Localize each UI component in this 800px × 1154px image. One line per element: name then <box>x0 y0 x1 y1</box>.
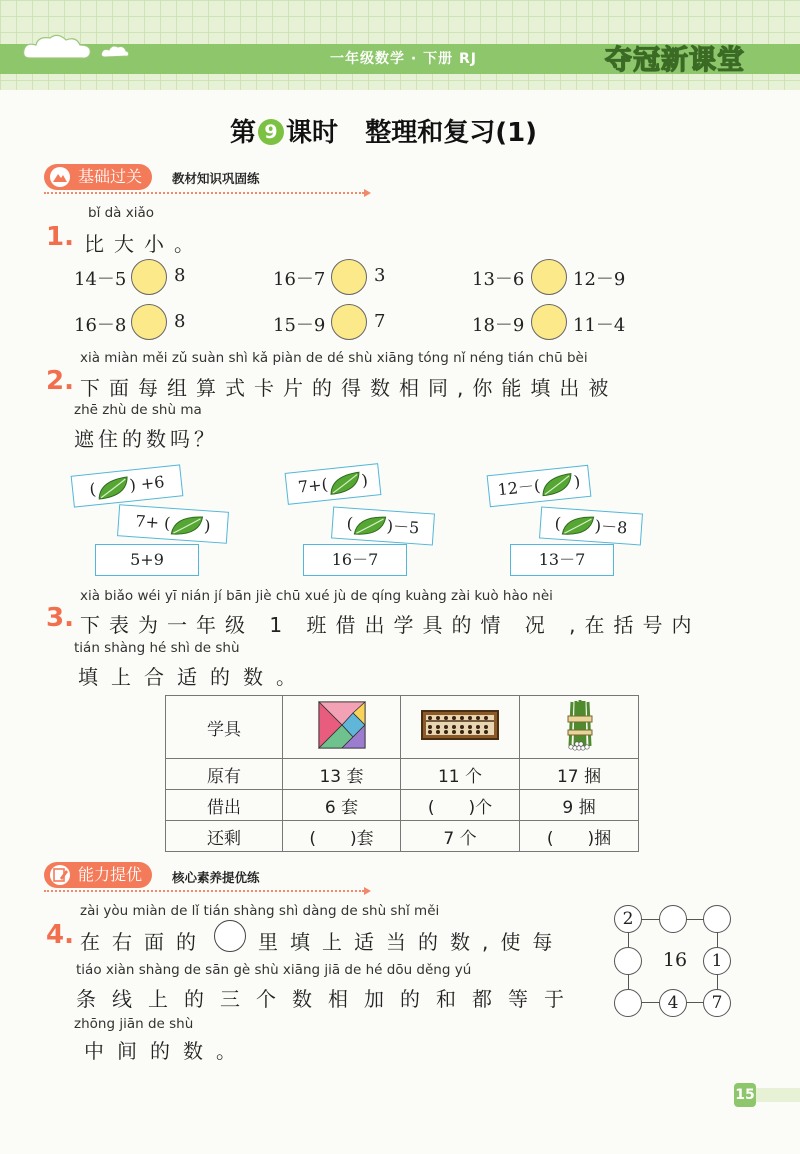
lesson-number: 9 <box>258 119 284 145</box>
book-subtitle: 一年级数学 · 下册 RJ <box>330 51 477 67</box>
compare-blank[interactable] <box>531 304 567 340</box>
puzzle-blank[interactable] <box>659 905 687 933</box>
q4-pinyin-3: zhōng jiān de shù <box>74 1016 194 1032</box>
q1-pinyin: bǐ dà xiǎo <box>88 205 155 221</box>
card-text: ) +6 <box>128 472 166 495</box>
row-label: 借出 <box>166 790 283 821</box>
table-header: 学具 <box>166 696 283 759</box>
card-text: )－5 <box>386 516 420 538</box>
formula-card <box>487 465 592 507</box>
section-subtitle: 教材知识巩固练 <box>172 171 260 186</box>
arrow-icon <box>364 887 371 895</box>
formula-card <box>285 463 382 505</box>
formula-card <box>331 506 435 545</box>
table-cell: 13 套 <box>283 759 401 790</box>
q2-text-2: 遮住的数吗？ <box>74 427 218 451</box>
section-tag-label: 能力提优 <box>78 865 143 884</box>
title-suffix: 课时 <box>286 118 339 148</box>
q1-number: 1. <box>46 222 74 252</box>
q3-text-2: 填上合适的数。 <box>78 665 309 689</box>
puzzle-circle: 2 <box>614 905 642 933</box>
compare-blank[interactable] <box>131 304 167 340</box>
compare-left: 13－6 <box>472 269 525 290</box>
table-cell: 11 个 <box>401 759 520 790</box>
puzzle-circle: 1 <box>703 947 731 975</box>
blank-circle-example <box>214 920 246 952</box>
compare-right: 3 <box>374 265 386 286</box>
leaf-icon <box>169 511 205 539</box>
compare-right: 11－4 <box>573 315 626 336</box>
compare-left: 16－7 <box>273 269 326 290</box>
compare-left: 16－8 <box>74 315 127 336</box>
brand-logo: 夺冠新课堂 <box>605 45 745 76</box>
q2-pinyin-1: xià miàn měi zǔ suàn shì kǎ piàn de dé shù xiāng tóng nǐ néng tián chū bèi <box>80 350 588 366</box>
q3-pinyin-1: xià biǎo wéi yī nián jí bān jiè chū xué jù de qíng kuàng zài kuò hào nèi <box>80 588 553 604</box>
table-cell: 6 套 <box>283 790 401 821</box>
title-topic: 整理和复习(1) <box>365 118 538 148</box>
card-text: 7+( <box>297 474 329 497</box>
q1-text: 比大小。 <box>84 232 204 256</box>
card-text: ) <box>572 471 582 492</box>
table-cell: 7 个 <box>401 821 520 852</box>
table-row <box>166 696 639 759</box>
borrow-table <box>165 695 639 852</box>
table-cell-blank[interactable]: ( )个 <box>401 790 520 821</box>
q4-pinyin-1: zài yòu miàn de lǐ tián shàng shì dàng de shù shǐ měi <box>80 903 440 919</box>
card-text: 12－( <box>496 475 542 500</box>
dotted-divider <box>44 192 364 194</box>
table-row <box>166 821 639 852</box>
row-label: 原有 <box>166 759 283 790</box>
card-text: )－8 <box>594 516 628 538</box>
dotted-divider <box>44 890 364 892</box>
cloud-icon <box>22 34 92 60</box>
section-tag-advanced <box>44 862 152 888</box>
q4-number: 4. <box>46 920 74 950</box>
q4-text-1b: 里填上适当的数,使每 <box>258 930 565 954</box>
compare-blank[interactable] <box>131 259 167 295</box>
compare-blank[interactable] <box>331 259 367 295</box>
compare-right: 12－9 <box>573 269 626 290</box>
table-row <box>166 790 639 821</box>
card-text: 7+ ( <box>134 511 172 533</box>
formula-card <box>539 506 643 545</box>
page-number: 15 <box>734 1083 756 1107</box>
counting-sticks-icon <box>562 698 596 752</box>
cloud-small-icon <box>100 44 130 58</box>
leaf-icon <box>327 469 364 498</box>
mountain-icon <box>50 167 70 187</box>
row-label: 还剩 <box>166 821 283 852</box>
section-tag-label: 基础过关 <box>78 167 143 186</box>
pencil-note-icon <box>50 865 70 885</box>
leaf-icon <box>95 473 132 502</box>
formula-card <box>117 504 229 544</box>
compare-right: 8 <box>174 265 186 286</box>
puzzle-blank[interactable] <box>614 947 642 975</box>
table-cell: 9 捆 <box>520 790 639 821</box>
tangram-icon <box>318 701 366 749</box>
q4-text-1a: 在右面的 <box>80 930 208 954</box>
puzzle-circle: 7 <box>703 989 731 1017</box>
section-tag-basic <box>44 164 152 190</box>
leaf-icon <box>560 511 596 539</box>
card-text: ( <box>554 513 562 533</box>
leaf-icon <box>539 470 576 499</box>
section-subtitle: 核心素养提优练 <box>172 870 260 885</box>
answer-card: 13－7 <box>510 544 614 576</box>
formula-card <box>71 464 184 507</box>
card-text: ) <box>203 516 212 536</box>
q4-text-3: 中间的数。 <box>84 1039 249 1063</box>
compare-right: 7 <box>374 311 386 332</box>
q2-number: 2. <box>46 366 74 396</box>
leaf-icon <box>352 511 388 539</box>
q2-pinyin-2: zhē zhù de shù ma <box>74 402 202 418</box>
q3-pinyin-2: tián shàng hé shì de shù <box>74 640 240 656</box>
table-cell-blank[interactable]: ( )套 <box>283 821 401 852</box>
table-cell-blank[interactable]: ( )捆 <box>520 821 639 852</box>
q2-text-1: 下面每组算式卡片的得数相同,你能填出被 <box>80 376 618 400</box>
lesson-title <box>230 112 537 149</box>
compare-left: 15－9 <box>273 315 326 336</box>
title-prefix: 第 <box>230 118 257 148</box>
compare-right: 8 <box>174 311 186 332</box>
sticks-image <box>520 696 639 759</box>
q3-text-1: 下表为一年级 1 班借出学具的情 况 ,在括号内 <box>80 613 701 637</box>
card-text: ( <box>346 513 354 533</box>
table-cell: 17 捆 <box>520 759 639 790</box>
abacus-icon <box>420 705 500 745</box>
answer-card: 16－7 <box>303 544 407 576</box>
compare-blank[interactable] <box>331 304 367 340</box>
answer-card: 5+9 <box>95 544 199 576</box>
q3-number: 3. <box>46 603 74 633</box>
puzzle-blank[interactable] <box>614 989 642 1017</box>
q4-pinyin-2: tiáo xiàn shàng de sān gè shù xiāng jiā de hé dōu děng yú <box>76 962 472 978</box>
puzzle-circle: 4 <box>659 989 687 1017</box>
compare-left: 14－5 <box>74 269 127 290</box>
compare-left: 18－9 <box>472 315 525 336</box>
table-row <box>166 759 639 790</box>
arrow-icon <box>364 189 371 197</box>
puzzle-center: 16 <box>662 949 688 971</box>
q4-text-2: 条线上的三个数相加的和都等于 <box>76 987 580 1011</box>
abacus-image <box>401 696 520 759</box>
page-tab <box>756 1088 800 1102</box>
compare-blank[interactable] <box>531 259 567 295</box>
tangram-image <box>283 696 401 759</box>
puzzle-blank[interactable] <box>703 905 731 933</box>
card-text: ) <box>360 470 369 490</box>
card-text: ( <box>88 479 97 499</box>
